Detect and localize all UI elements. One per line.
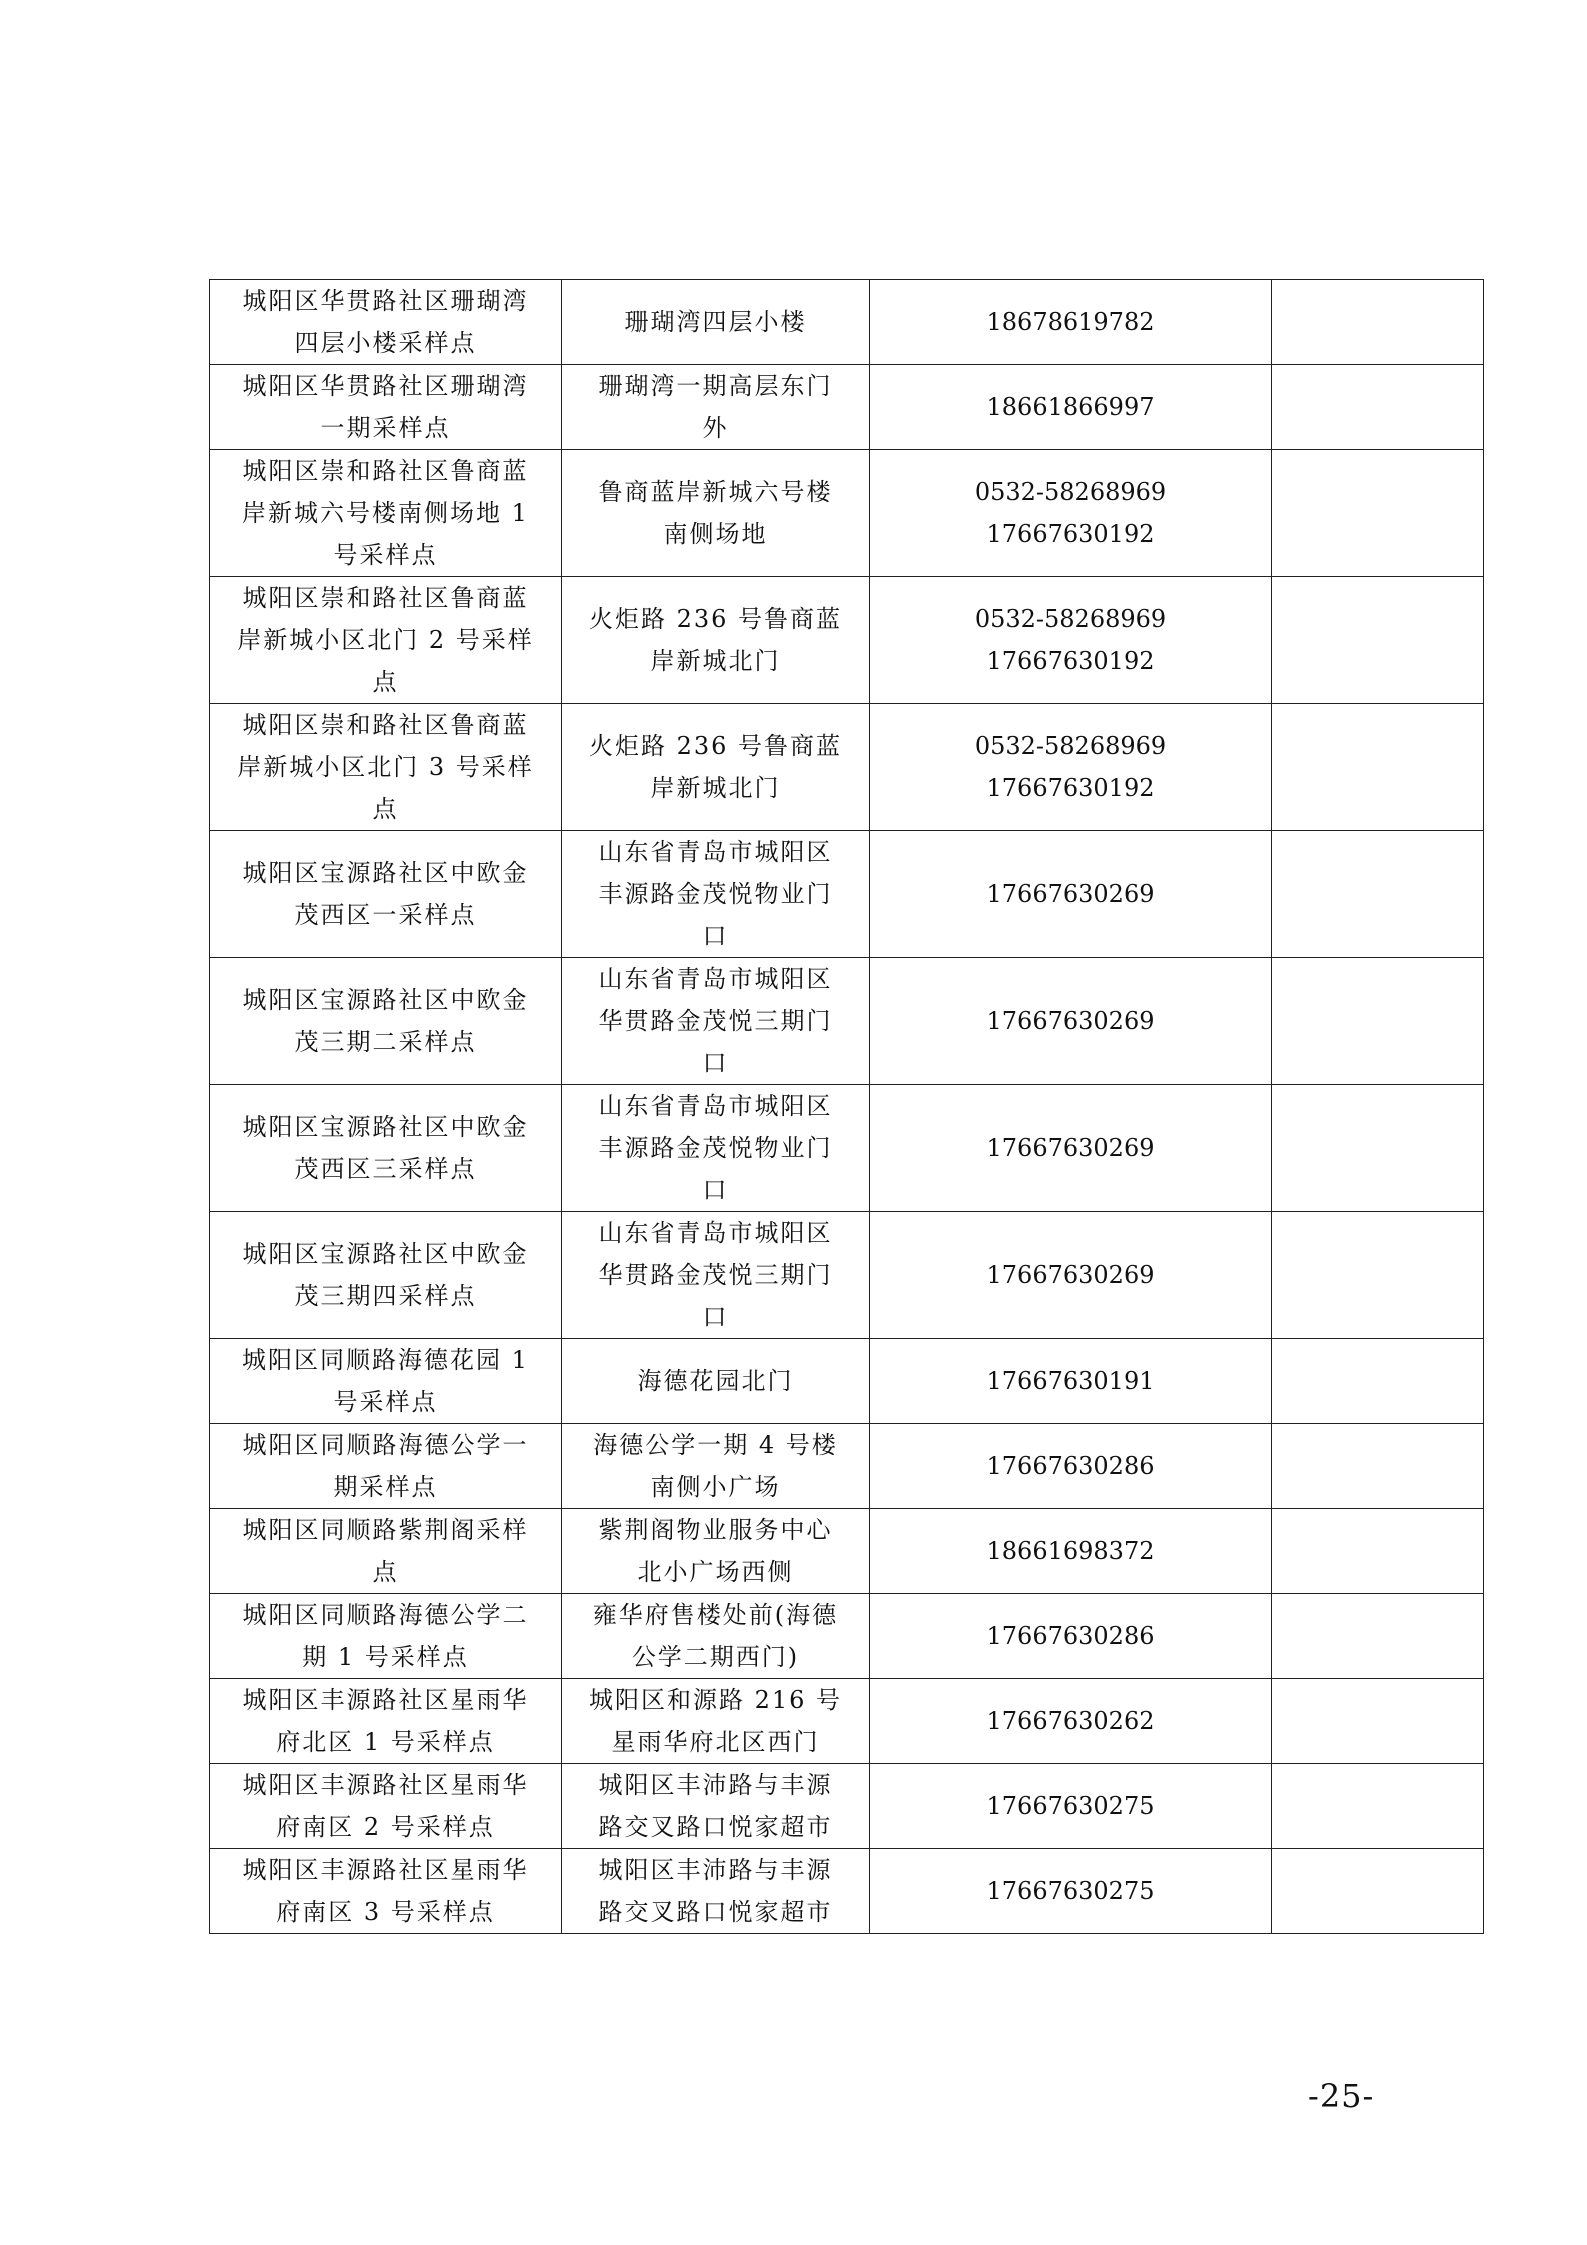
address-cell-line: 海德花园北门 [637,1367,794,1395]
note-cell [1272,1085,1484,1212]
phone-cell-line: 18661698372 [986,1537,1155,1565]
site-name-cell [210,280,562,365]
address-cell-line: 城阳区丰沛路与丰源 [598,1771,833,1799]
address-cell-line: 火炬路 236 号鲁商蓝 [588,605,843,633]
address-cell-line: 外 [702,414,729,442]
table-row [210,450,1484,577]
note-cell [1272,1212,1484,1339]
site-name-cell-line: 城阳区华贯路社区珊瑚湾 [242,287,529,315]
address-cell-line: 紫荆阁物业服务中心 [598,1516,833,1544]
address-cell-line: 口 [702,922,729,950]
address-cell-line: 星雨华府北区西门 [611,1728,820,1756]
site-name-cell-line: 号采样点 [333,541,438,569]
phone-cell-line: 17667630192 [986,520,1155,548]
address-cell [562,1849,870,1934]
address-cell-line: 鲁商蓝岸新城六号楼 [598,478,833,506]
site-name-cell-line: 期采样点 [333,1473,438,1501]
address-cell [562,1339,870,1424]
note-cell [1272,958,1484,1085]
phone-cell-line: 17667630269 [986,880,1155,908]
phone-cell-line: 0532-58268969 [974,605,1167,633]
address-cell [562,831,870,958]
address-cell-line: 华贯路金茂悦三期门 [598,1007,833,1035]
site-name-cell [210,1594,562,1679]
site-name-cell-line: 一期采样点 [320,414,451,442]
address-cell-line: 山东省青岛市城阳区 [598,1219,833,1247]
phone-cell-line: 17667630275 [986,1877,1155,1905]
phone-cell-line: 17667630286 [986,1622,1155,1650]
site-name-cell-line: 城阳区丰源路社区星雨华 [242,1771,529,1799]
phone-cell [870,577,1272,704]
phone-cell [870,958,1272,1085]
table-row [210,831,1484,958]
note-cell [1272,577,1484,704]
address-cell [562,958,870,1085]
table-row [210,1764,1484,1849]
address-cell-line: 路交叉路口悦家超市 [598,1898,833,1926]
sampling-sites-table [209,279,1484,1934]
note-cell [1272,450,1484,577]
address-cell [562,1212,870,1339]
note-cell [1272,1339,1484,1424]
note-cell [1272,1424,1484,1509]
phone-cell [870,704,1272,831]
address-cell-line: 岸新城北门 [650,647,781,675]
table-row [210,1212,1484,1339]
table-row [210,958,1484,1085]
address-cell-line: 南侧小广场 [650,1473,781,1501]
address-cell-line: 珊瑚湾一期高层东门 [598,372,833,400]
address-cell-line: 丰源路金茂悦物业门 [598,1134,833,1162]
address-cell-line: 丰源路金茂悦物业门 [598,880,833,908]
note-cell [1272,1849,1484,1934]
address-cell-line: 口 [702,1049,729,1077]
site-name-cell-line: 府南区 3 号采样点 [276,1898,495,1926]
phone-cell-line: 17667630286 [986,1452,1155,1480]
note-cell [1272,1594,1484,1679]
address-cell [562,365,870,450]
table-row [210,704,1484,831]
address-cell-line: 城阳区和源路 216 号 [588,1686,843,1714]
site-name-cell [210,1849,562,1934]
site-name-cell-line: 点 [372,668,399,696]
address-cell-line: 口 [702,1303,729,1331]
site-name-cell-line: 城阳区丰源路社区星雨华 [242,1686,529,1714]
address-cell-line: 山东省青岛市城阳区 [598,838,833,866]
table-row [210,1085,1484,1212]
address-cell-line: 公学二期西门) [631,1643,800,1671]
site-name-cell [210,1509,562,1594]
address-cell-line: 火炬路 236 号鲁商蓝 [588,732,843,760]
phone-cell-line: 17667630192 [986,647,1155,675]
address-cell [562,704,870,831]
site-name-cell-line: 城阳区崇和路社区鲁商蓝 [242,711,529,739]
site-name-cell [210,1764,562,1849]
site-name-cell [210,1424,562,1509]
phone-cell-line: 0532-58268969 [974,478,1167,506]
note-cell [1272,831,1484,958]
site-name-cell-line: 城阳区崇和路社区鲁商蓝 [242,584,529,612]
phone-cell-line: 0532-58268969 [974,732,1167,760]
address-cell-line: 岸新城北门 [650,774,781,802]
site-name-cell [210,1679,562,1764]
site-name-cell [210,450,562,577]
phone-cell [870,831,1272,958]
site-name-cell-line: 城阳区宝源路社区中欧金 [242,986,529,1014]
note-cell [1272,704,1484,831]
site-name-cell [210,831,562,958]
address-cell-line: 路交叉路口悦家超市 [598,1813,833,1841]
page-number: -25- [1308,2077,1375,2115]
table-row [210,1679,1484,1764]
site-name-cell-line: 岸新城小区北门 2 号采样 [237,626,534,654]
note-cell [1272,1679,1484,1764]
site-name-cell-line: 府南区 2 号采样点 [276,1813,495,1841]
address-cell [562,450,870,577]
phone-cell [870,280,1272,365]
phone-cell [870,1085,1272,1212]
address-cell-line: 北小广场西侧 [637,1558,794,1586]
site-name-cell [210,1339,562,1424]
phone-cell-line: 17667630269 [986,1007,1155,1035]
site-name-cell-line: 茂三期四采样点 [294,1282,477,1310]
site-name-cell-line: 城阳区丰源路社区星雨华 [242,1856,529,1884]
site-name-cell-line: 岸新城小区北门 3 号采样 [237,753,534,781]
table-row [210,1849,1484,1934]
site-name-cell [210,704,562,831]
address-cell [562,1509,870,1594]
address-cell-line: 口 [702,1176,729,1204]
table-row [210,280,1484,365]
site-name-cell [210,577,562,704]
address-cell-line: 珊瑚湾四层小楼 [624,308,807,336]
site-name-cell-line: 茂三期二采样点 [294,1028,477,1056]
phone-cell [870,1764,1272,1849]
address-cell-line: 山东省青岛市城阳区 [598,1092,833,1120]
site-name-cell-line: 点 [372,1558,399,1586]
address-cell [562,1085,870,1212]
site-name-cell-line: 茂西区三采样点 [294,1155,477,1183]
address-cell-line: 雍华府售楼处前(海德 [592,1601,839,1629]
site-name-cell-line: 茂西区一采样点 [294,901,477,929]
site-name-cell-line: 号采样点 [333,1388,438,1416]
site-name-cell-line: 点 [372,795,399,823]
phone-cell [870,1594,1272,1679]
address-cell [562,1424,870,1509]
note-cell [1272,1509,1484,1594]
phone-cell-line: 17667630275 [986,1792,1155,1820]
phone-cell-line: 17667630269 [986,1134,1155,1162]
table-row [210,365,1484,450]
site-name-cell-line: 城阳区宝源路社区中欧金 [242,1113,529,1141]
site-name-cell-line: 城阳区同顺路海德公学二 [242,1601,529,1629]
phone-cell [870,1679,1272,1764]
site-name-cell-line: 城阳区同顺路海德花园 1 [242,1346,529,1374]
table-row [210,1509,1484,1594]
site-name-cell [210,1085,562,1212]
phone-cell-line: 18661866997 [986,393,1155,421]
site-name-cell-line: 四层小楼采样点 [294,329,477,357]
note-cell [1272,280,1484,365]
site-name-cell-line: 城阳区崇和路社区鲁商蓝 [242,457,529,485]
table-row [210,1339,1484,1424]
address-cell [562,1764,870,1849]
site-name-cell-line: 府北区 1 号采样点 [276,1728,495,1756]
table-row [210,1424,1484,1509]
address-cell-line: 城阳区丰沛路与丰源 [598,1856,833,1884]
phone-cell [870,1424,1272,1509]
address-cell-line: 海德公学一期 4 号楼 [593,1431,838,1459]
site-name-cell-line: 期 1 号采样点 [302,1643,469,1671]
address-cell-line: 华贯路金茂悦三期门 [598,1261,833,1289]
address-cell [562,1679,870,1764]
phone-cell [870,1509,1272,1594]
phone-cell [870,1339,1272,1424]
site-name-cell-line: 岸新城六号楼南侧场地 1 [242,499,529,527]
note-cell [1272,365,1484,450]
phone-cell-line: 17667630269 [986,1261,1155,1289]
phone-cell [870,450,1272,577]
phone-cell [870,365,1272,450]
site-name-cell [210,1212,562,1339]
phone-cell-line: 18678619782 [986,308,1155,336]
site-name-cell-line: 城阳区宝源路社区中欧金 [242,859,529,887]
site-name-cell [210,958,562,1085]
table-body [210,280,1484,1934]
site-name-cell-line: 城阳区同顺路海德公学一 [242,1431,529,1459]
note-cell [1272,1764,1484,1849]
table-row [210,577,1484,704]
site-name-cell-line: 城阳区华贯路社区珊瑚湾 [242,372,529,400]
table-row [210,1594,1484,1679]
phone-cell-line: 17667630192 [986,774,1155,802]
address-cell [562,1594,870,1679]
site-name-cell-line: 城阳区宝源路社区中欧金 [242,1240,529,1268]
phone-cell [870,1849,1272,1934]
address-cell-line: 南侧场地 [663,520,768,548]
site-name-cell-line: 城阳区同顺路紫荆阁采样 [242,1516,529,1544]
address-cell [562,577,870,704]
address-cell-line: 山东省青岛市城阳区 [598,965,833,993]
address-cell [562,280,870,365]
phone-cell-line: 17667630262 [986,1707,1155,1735]
phone-cell-line: 17667630191 [986,1367,1155,1395]
site-name-cell [210,365,562,450]
phone-cell [870,1212,1272,1339]
